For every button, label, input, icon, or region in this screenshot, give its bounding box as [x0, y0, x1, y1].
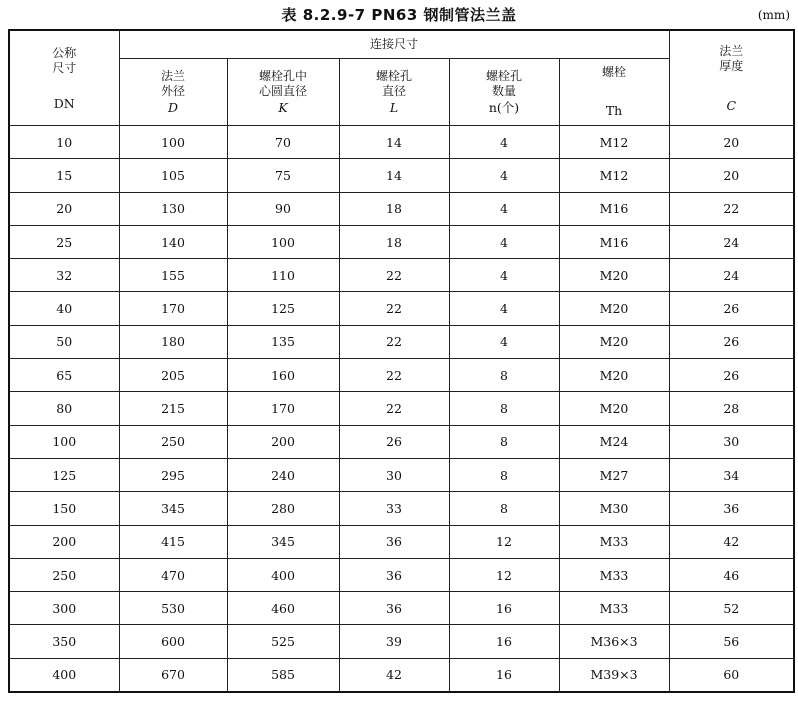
header-flange-od-symbol: D	[167, 99, 179, 115]
table-row	[9, 225, 794, 258]
cell-dn: 32	[9, 259, 119, 292]
table-title: 表 8.2.9-7 PN63 钢制管法兰盖	[281, 6, 517, 24]
cell-bolt-hole-dia: 22	[339, 292, 449, 325]
header-bolt-hole-dia-line1: 螺栓孔	[375, 68, 412, 83]
cell-flange-thickness: 34	[669, 458, 794, 491]
header-bolt-hole-count-symbol: n(个)	[488, 99, 520, 115]
table-row	[9, 259, 794, 292]
cell-bolt-hole-count: 16	[449, 592, 559, 625]
cell-bolt-hole-dia: 36	[339, 525, 449, 558]
header-flange-thickness-symbol: C	[726, 97, 737, 113]
cell-bolt-circle: 70	[227, 126, 339, 159]
cell-dn: 350	[9, 625, 119, 658]
cell-flange-od: 295	[119, 458, 227, 491]
cell-bolt-circle: 200	[227, 425, 339, 458]
header-connection-group	[119, 30, 669, 59]
cell-bolt: M12	[559, 126, 669, 159]
header-bolt-circle	[227, 59, 339, 126]
unit-label: (mm)	[757, 8, 790, 22]
cell-flange-od: 670	[119, 658, 227, 692]
table-row	[9, 492, 794, 525]
cell-bolt-hole-count: 4	[449, 259, 559, 292]
cell-bolt-circle: 280	[227, 492, 339, 525]
cell-bolt-circle: 240	[227, 458, 339, 491]
cell-bolt-hole-dia: 39	[339, 625, 449, 658]
cell-bolt-circle: 125	[227, 292, 339, 325]
cell-flange-thickness: 52	[669, 592, 794, 625]
header-bolt-circle-symbol: K	[278, 99, 288, 115]
table-row	[9, 325, 794, 358]
cell-bolt-circle: 110	[227, 259, 339, 292]
cell-flange-od: 205	[119, 359, 227, 392]
cell-bolt-circle: 585	[227, 658, 339, 692]
cell-bolt: M20	[559, 259, 669, 292]
cell-flange-thickness: 20	[669, 159, 794, 192]
cell-dn: 300	[9, 592, 119, 625]
cell-dn: 15	[9, 159, 119, 192]
cell-bolt-hole-count: 8	[449, 458, 559, 491]
header-connection-group-label: 连接尺寸	[370, 37, 419, 51]
cell-bolt: M20	[559, 325, 669, 358]
cell-flange-od: 470	[119, 558, 227, 591]
cell-flange-od: 170	[119, 292, 227, 325]
cell-bolt-circle: 345	[227, 525, 339, 558]
cell-flange-thickness: 26	[669, 325, 794, 358]
cell-bolt-hole-dia: 42	[339, 658, 449, 692]
cell-dn: 65	[9, 359, 119, 392]
header-flange-od	[119, 59, 227, 126]
header-flange-thickness-line1: 法兰	[719, 43, 744, 58]
header-bolt-hole-dia-line2: 直径	[381, 83, 406, 98]
cell-bolt: M27	[559, 458, 669, 491]
cell-dn: 200	[9, 525, 119, 558]
table-header	[9, 30, 794, 126]
cell-bolt-circle: 100	[227, 225, 339, 258]
header-flange-thickness-line2: 厚度	[719, 58, 744, 73]
cell-bolt-hole-count: 12	[449, 525, 559, 558]
cell-bolt-circle: 400	[227, 558, 339, 591]
table-row	[9, 625, 794, 658]
header-bolt-symbol: Th	[605, 103, 623, 118]
cell-bolt-circle: 460	[227, 592, 339, 625]
cell-bolt-hole-dia: 14	[339, 126, 449, 159]
cell-bolt: M39×3	[559, 658, 669, 692]
cell-dn: 125	[9, 458, 119, 491]
cell-flange-thickness: 28	[669, 392, 794, 425]
cell-bolt-hole-dia: 18	[339, 192, 449, 225]
cell-bolt-hole-count: 4	[449, 192, 559, 225]
header-nominal-size-symbol: DN	[53, 95, 75, 111]
cell-bolt: M20	[559, 392, 669, 425]
header-bolt-hole-dia	[339, 59, 449, 126]
cell-bolt: M16	[559, 192, 669, 225]
cell-dn: 10	[9, 126, 119, 159]
cell-bolt-hole-dia: 36	[339, 558, 449, 591]
cell-bolt: M33	[559, 558, 669, 591]
cell-bolt-circle: 170	[227, 392, 339, 425]
cell-bolt-circle: 90	[227, 192, 339, 225]
cell-flange-od: 530	[119, 592, 227, 625]
cell-flange-thickness: 56	[669, 625, 794, 658]
cell-dn: 100	[9, 425, 119, 458]
header-nominal-size-line1: 公称	[52, 45, 77, 60]
header-bolt-circle-line2: 心圆直径	[258, 83, 307, 98]
cell-bolt-hole-dia: 14	[339, 159, 449, 192]
cell-bolt-hole-count: 8	[449, 392, 559, 425]
table-row	[9, 458, 794, 491]
cell-flange-thickness: 46	[669, 558, 794, 591]
cell-bolt-hole-count: 4	[449, 225, 559, 258]
cell-flange-thickness: 26	[669, 292, 794, 325]
table-row	[9, 292, 794, 325]
cell-flange-od: 105	[119, 159, 227, 192]
header-bolt-hole-count-line1: 螺栓孔	[485, 68, 522, 83]
cell-flange-od: 155	[119, 259, 227, 292]
header-bolt-hole-dia-symbol: L	[389, 99, 399, 115]
flange-cover-table	[8, 29, 795, 693]
cell-bolt: M30	[559, 492, 669, 525]
cell-bolt-circle: 75	[227, 159, 339, 192]
cell-flange-thickness: 30	[669, 425, 794, 458]
table-row	[9, 658, 794, 692]
table-row	[9, 525, 794, 558]
cell-flange-od: 180	[119, 325, 227, 358]
cell-dn: 40	[9, 292, 119, 325]
header-bolt-circle-line1: 螺栓孔中	[258, 68, 307, 83]
cell-bolt-hole-dia: 22	[339, 359, 449, 392]
cell-bolt: M16	[559, 225, 669, 258]
cell-bolt-hole-dia: 22	[339, 325, 449, 358]
cell-bolt-hole-dia: 22	[339, 259, 449, 292]
cell-flange-od: 345	[119, 492, 227, 525]
header-bolt-line1: 螺栓	[602, 65, 627, 79]
table-row	[9, 392, 794, 425]
table-row	[9, 159, 794, 192]
caption-row	[0, 0, 798, 28]
cell-flange-thickness: 36	[669, 492, 794, 525]
table-row	[9, 359, 794, 392]
cell-flange-thickness: 24	[669, 259, 794, 292]
cell-bolt: M20	[559, 292, 669, 325]
header-nominal-size	[9, 30, 119, 126]
cell-flange-od: 250	[119, 425, 227, 458]
cell-bolt-hole-dia: 30	[339, 458, 449, 491]
cell-bolt: M20	[559, 359, 669, 392]
cell-dn: 50	[9, 325, 119, 358]
table-row	[9, 558, 794, 591]
cell-bolt-hole-count: 8	[449, 359, 559, 392]
header-bolt-hole-count-line2: 数量	[491, 83, 516, 98]
cell-bolt-hole-count: 4	[449, 159, 559, 192]
table-row	[9, 192, 794, 225]
cell-bolt: M12	[559, 159, 669, 192]
cell-flange-thickness: 60	[669, 658, 794, 692]
cell-flange-od: 100	[119, 126, 227, 159]
header-flange-thickness	[669, 30, 794, 126]
cell-bolt: M33	[559, 592, 669, 625]
cell-bolt-hole-count: 4	[449, 126, 559, 159]
cell-bolt-hole-count: 16	[449, 625, 559, 658]
cell-bolt-hole-count: 16	[449, 658, 559, 692]
cell-dn: 80	[9, 392, 119, 425]
cell-bolt: M24	[559, 425, 669, 458]
cell-bolt: M33	[559, 525, 669, 558]
header-flange-od-line2: 外径	[160, 83, 185, 98]
cell-dn: 400	[9, 658, 119, 692]
table-row	[9, 592, 794, 625]
cell-bolt-circle: 525	[227, 625, 339, 658]
cell-bolt: M36×3	[559, 625, 669, 658]
cell-flange-thickness: 26	[669, 359, 794, 392]
cell-bolt-hole-count: 12	[449, 558, 559, 591]
cell-bolt-hole-count: 8	[449, 425, 559, 458]
cell-dn: 25	[9, 225, 119, 258]
cell-bolt-hole-dia: 18	[339, 225, 449, 258]
cell-flange-thickness: 24	[669, 225, 794, 258]
cell-bolt-hole-dia: 36	[339, 592, 449, 625]
cell-flange-od: 415	[119, 525, 227, 558]
cell-dn: 150	[9, 492, 119, 525]
header-bolt-hole-count	[449, 59, 559, 126]
cell-flange-od: 130	[119, 192, 227, 225]
cell-bolt-hole-dia: 22	[339, 392, 449, 425]
cell-flange-od: 215	[119, 392, 227, 425]
table-row	[9, 425, 794, 458]
table-row	[9, 126, 794, 159]
header-nominal-size-line2: 尺寸	[52, 60, 77, 75]
header-bolt	[559, 59, 669, 126]
cell-bolt-hole-count: 8	[449, 492, 559, 525]
cell-flange-thickness: 42	[669, 525, 794, 558]
cell-bolt-circle: 135	[227, 325, 339, 358]
cell-bolt-circle: 160	[227, 359, 339, 392]
cell-dn: 250	[9, 558, 119, 591]
cell-flange-thickness: 20	[669, 126, 794, 159]
cell-flange-thickness: 22	[669, 192, 794, 225]
cell-bolt-hole-dia: 26	[339, 425, 449, 458]
table-body	[9, 126, 794, 693]
header-flange-od-line1: 法兰	[160, 68, 185, 83]
cell-flange-od: 600	[119, 625, 227, 658]
cell-bolt-hole-count: 4	[449, 325, 559, 358]
cell-dn: 20	[9, 192, 119, 225]
cell-bolt-hole-count: 4	[449, 292, 559, 325]
cell-bolt-hole-dia: 33	[339, 492, 449, 525]
cell-flange-od: 140	[119, 225, 227, 258]
